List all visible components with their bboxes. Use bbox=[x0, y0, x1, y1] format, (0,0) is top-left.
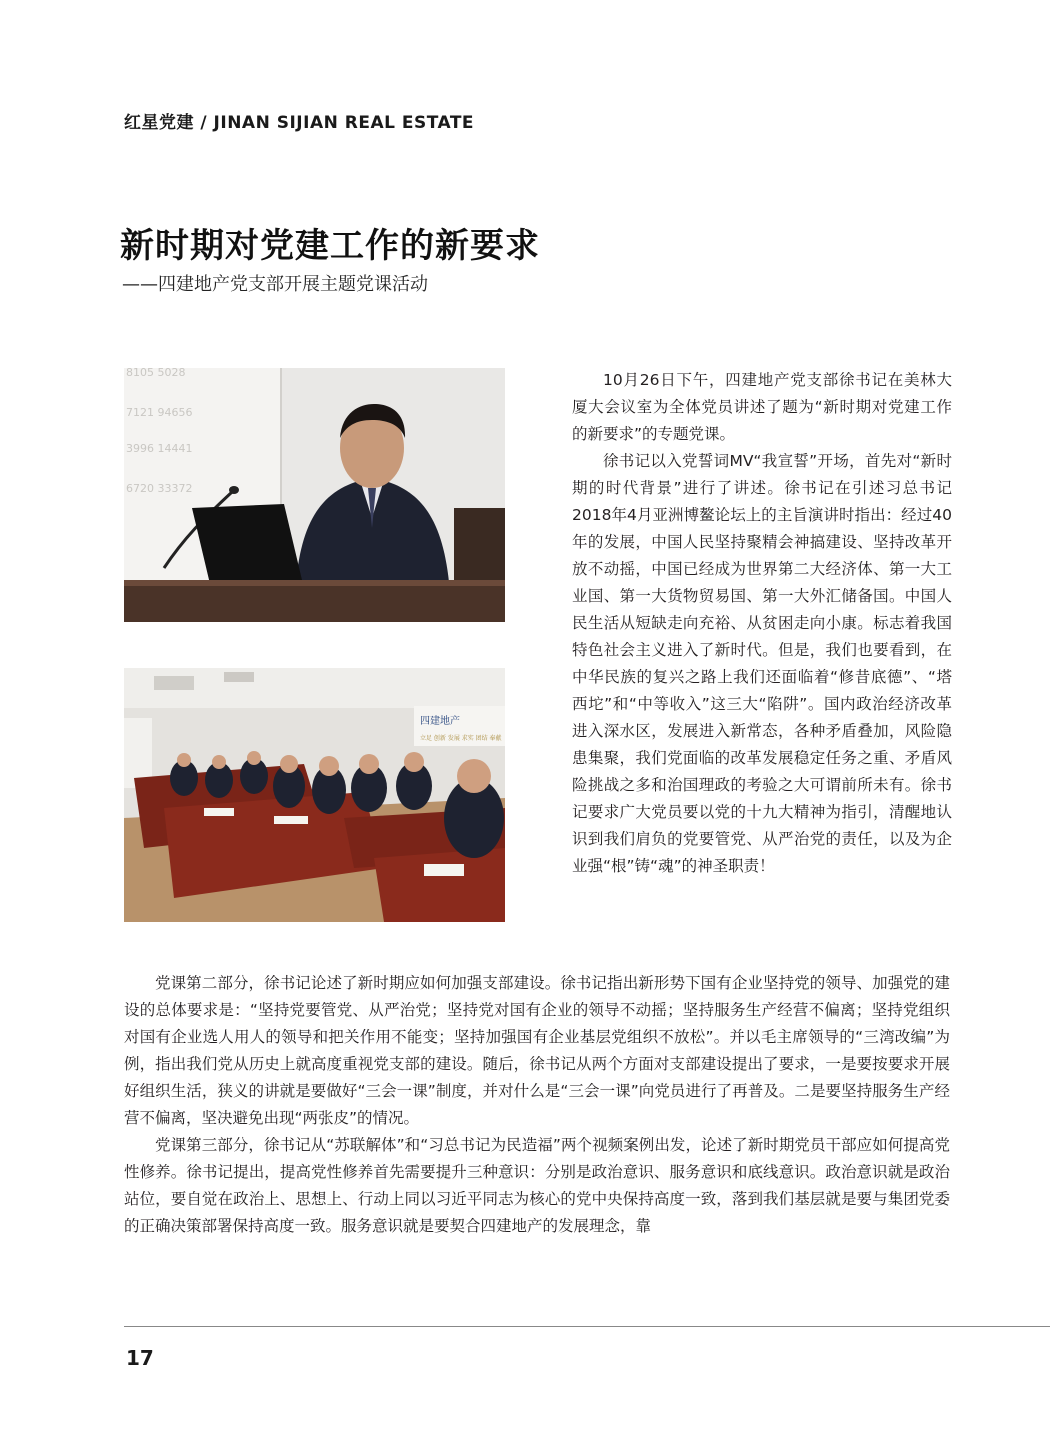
speaker-photo bbox=[124, 368, 505, 622]
article-title: 新时期对党建工作的新要求 bbox=[120, 226, 540, 266]
article-subtitle: ——四建地产党支部开展主题党课活动 bbox=[122, 274, 428, 295]
screen-text-4: 6720 33372 bbox=[126, 482, 193, 495]
right-column-text bbox=[572, 367, 952, 880]
audience-photo bbox=[124, 668, 505, 922]
banner-text: 四建地产 bbox=[420, 716, 460, 727]
paragraph: 10月26日下午，四建地产党支部徐书记在美林大厦大会议室为全体党员讲述了题为“新时期对党建工作的新要求”的专题党课。 bbox=[572, 371, 952, 443]
paragraph: 党课第三部分，徐书记从“苏联解体”和“习总书记为民造福”两个视频案例出发，论述了新时期党员干部应如何提高党性修养。徐书记提出，提高党性修养首先需要提升三种意识：分别是政治意识、服务意识和底线意识。政治意识就是政治站位，要自觉在政治上、思想上、行动上同以习近平同志为核心的党中央保持高度一致，落到我们基层就是要与集团党委的正确决策部署保持高度一致。服务意识就是要契合四建地产的发展理念，靠 bbox=[124, 1136, 950, 1235]
screen-text-1: 8105 5028 bbox=[126, 368, 186, 379]
screen-text-3: 3996 14441 bbox=[126, 442, 193, 455]
screen-text-2: 7121 94656 bbox=[126, 406, 193, 419]
audience-seated-photo-icon bbox=[124, 668, 505, 922]
bottom-body-text bbox=[124, 970, 950, 1240]
paragraph: 党课第二部分，徐书记论述了新时期应如何加强支部建设。徐书记指出新形势下国有企业坚持党的领导、加强党的建设的总体要求是：“坚持党要管党、从严治党；坚持党对国有企业的领导不动摇；坚持服务生产经营不偏离；坚持党组织对国有企业选人用人的领导和把关作用不能变；坚持加强国有企业基层党组织不放松”。并以毛主席领导的“三湾改编”为例，指出我们党从历史上就高度重视党支部的建设。随后，徐书记从两个方面对支部建设提出了要求，一是要按要求开展好组织生活，狭义的讲就是要做好“三会一课”制度，并对什么是“三会一课”向党员进行了再普及。二是要坚持服务生产经营不偏离，坚决避免出现“两张皮”的情况。 bbox=[124, 974, 950, 1127]
speaker-at-laptop-photo-icon bbox=[124, 368, 505, 622]
banner-slogan: 立足 创新 发展 求实 团结 奉献 bbox=[420, 735, 502, 742]
paragraph: 徐书记以入党誓词MV“我宣誓”开场，首先对“新时期的时代背景”进行了讲述。徐书记在引述习总书记2018年4月亚洲博鳌论坛上的主旨演讲时指出：经过40年的发展，中国人民坚持聚精会神搞建设、坚持改革开放不动摇，中国已经成为世界第二大经济体、第一大工业国、第一大货物贸易国、第一大外汇储备国。中国人民生活从短缺走向充裕、从贫困走向小康。标志着我国特色社会主义进入了新时代。但是，我们也要看到，在中华民族的复兴之路上我们还面临着“修昔底德”、“塔西坨”和“中等收入”这三大“陷阱”。国内政治经济改革进入深水区，发展进入新常态，各种矛盾叠加，风险隐患集聚，我们党面临的改革发展稳定任务之重、矛盾风险挑战之多和治国理政的考验之大可谓前所未有。徐书记要求广大党员要以党的十九大精神为指引，清醒地认识到我们肩负的党要管党、从严治党的责任，以及为企业强“根”铸“魂”的神圣职责！ bbox=[572, 452, 952, 875]
section-header: 红星党建 / JINAN SIJIAN REAL ESTATE bbox=[124, 113, 475, 133]
page-number: 17 bbox=[126, 1346, 154, 1370]
footer-divider bbox=[124, 1326, 1050, 1327]
